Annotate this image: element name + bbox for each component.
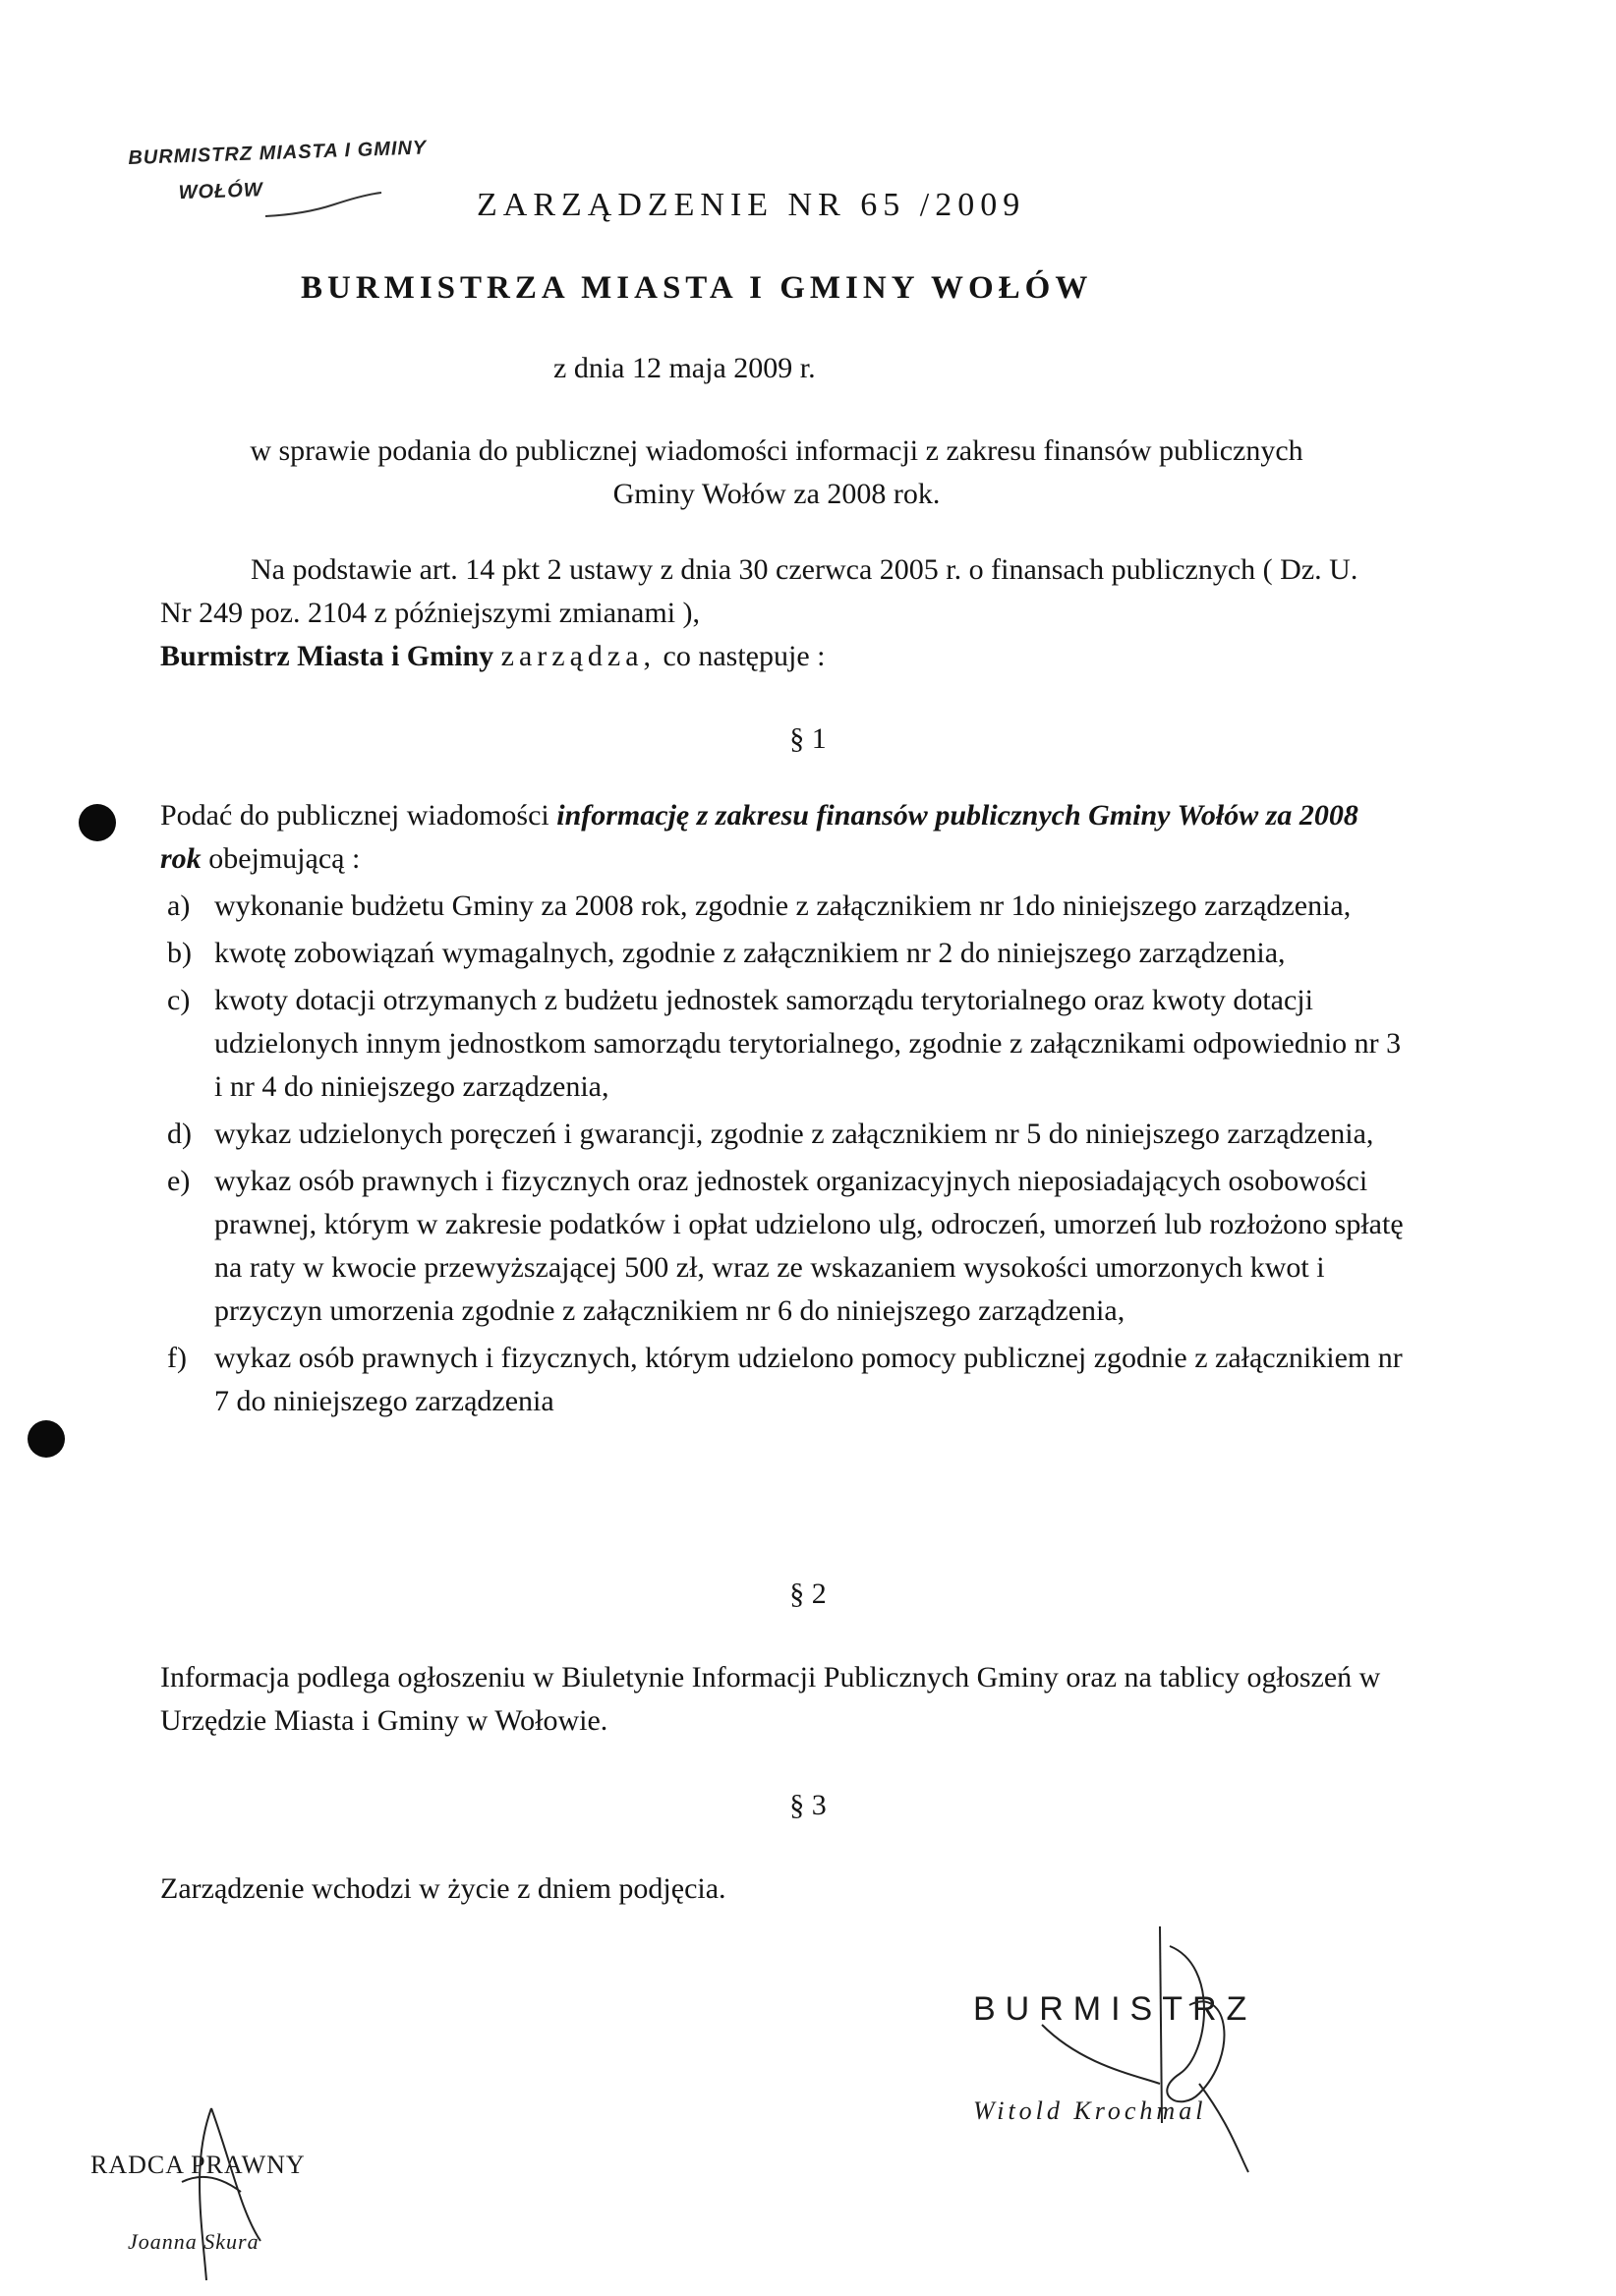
list-item xyxy=(167,885,1406,928)
document-date: z dnia 12 maja 2009 r. xyxy=(553,352,816,384)
legal-basis-verb: zarządza, xyxy=(500,640,657,672)
lawyer-signature-title: RADCA PRAWNY xyxy=(90,2151,306,2179)
section-3-heading: § 3 xyxy=(789,1789,827,1821)
list-item xyxy=(167,1113,1406,1156)
document-title: ZARZĄDZENIE NR 65 /2009 xyxy=(477,187,1026,223)
stamp-underline-icon xyxy=(265,187,383,226)
section-3-text: Zarządzenie wchodzi w życie z dniem podjęcia. xyxy=(160,1872,726,1905)
section-1-intro-pre: Podać do publicznej wiadomości xyxy=(160,799,557,832)
section-1-list xyxy=(167,885,1406,1427)
legal-basis-tail: co następuje : xyxy=(656,640,826,672)
legal-basis-actor: Burmistrz Miasta i Gminy xyxy=(160,640,494,672)
section-2-heading: § 2 xyxy=(789,1578,827,1610)
list-item-text: wykaz osób prawnych i fizycznych, którym udzielono pomocy publicznej zgodnie z załącznikiem nr 7 do niniejszego zarządzenia xyxy=(214,1342,1403,1417)
list-item xyxy=(167,979,1406,1109)
legal-basis-text: Na podstawie art. 14 pkt 2 ustawy z dnia 30 czerwca 2005 r. o finansach publicznych ( Dz. U. Nr 249 poz. 2104 z późniejszymi zmianami ), xyxy=(160,553,1358,629)
section-2-text: Informacja podlega ogłoszeniu w Biuletynie Informacji Publicznych Gminy oraz na tablicy ogłoszeń w Urzędzie Miasta i Gminy w Wołowie. xyxy=(160,1661,1381,1737)
list-item-text: wykaz udzielonych poręczeń i gwarancji, zgodnie z załącznikiem nr 5 do niniejszego zarządzenia, xyxy=(214,1118,1374,1150)
stamp-line-1: BURMISTRZ MIASTA I GMINY xyxy=(128,137,428,169)
mayor-signature-name: Witold Krochmal xyxy=(973,2096,1207,2125)
mayor-handwritten-signature-icon xyxy=(1042,1926,1317,2182)
list-item-text: wykaz osób prawnych i fizycznych oraz jednostek organizacyjnych nieposiadających osobowości prawnej, którym w zakresie podatków i opłat udzielono ulg, odroczeń, umorzeń lub rozłożono spłatę na raty w kwocie przewyższającej 500 zł, wraz ze wskazaniem wysokości umorzonych kwot i przyczyn umorzenia zgodnie z załącznikiem nr 6 do niniejszego zarządzenia, xyxy=(214,1165,1404,1327)
list-item-text: wykonanie budżetu Gminy za 2008 rok, zgodnie z załącznikiem nr 1do niniejszego zarządzenia, xyxy=(214,890,1352,922)
punch-hole-icon xyxy=(28,1420,65,1458)
list-item-marker: f) xyxy=(167,1342,187,1374)
list-item-marker: e) xyxy=(167,1165,191,1197)
list-item-text: kwoty dotacji otrzymanych z budżetu jednostek samorządu terytorialnego oraz kwoty dotacji udzielonych innym jednostkom samorządu terytorialnego, zgodnie z załącznikami odpowiednio nr 3 i nr 4 do niniejszego zarządzenia, xyxy=(214,984,1402,1103)
list-item xyxy=(167,1337,1406,1423)
mayor-signature-title: BURMISTRZ xyxy=(973,1990,1257,2028)
list-item-marker: c) xyxy=(167,984,191,1016)
legal-basis xyxy=(160,548,1389,678)
list-item-marker: a) xyxy=(167,890,191,922)
stamp-line-2: WOŁÓW xyxy=(178,179,264,204)
list-item-marker: b) xyxy=(167,937,192,969)
section-1-heading: § 1 xyxy=(789,722,827,755)
list-item xyxy=(167,1160,1406,1333)
document-subject: w sprawie podania do publicznej wiadomości informacji z zakresu finansów publicznych Gminy Wołów za 2008 rok. xyxy=(250,434,1303,510)
section-1-intro-emphasis: informację z zakresu finansów publicznych Gminy Wołów za 2008 rok xyxy=(160,799,1358,875)
section-1-intro-post: obejmującą : xyxy=(201,842,361,875)
document-issuer: BURMISTRZA MIASTA I GMINY WOŁÓW xyxy=(301,270,1093,306)
section-1-intro xyxy=(160,794,1389,881)
lawyer-signature-name: Joanna Skura xyxy=(128,2229,260,2254)
punch-hole-icon xyxy=(79,804,116,841)
list-item-marker: d) xyxy=(167,1118,192,1150)
list-item-text: kwotę zobowiązań wymagalnych, zgodnie z załącznikiem nr 2 do niniejszego zarządzenia, xyxy=(214,937,1286,969)
lawyer-handwritten-signature-icon xyxy=(162,2103,290,2290)
list-item xyxy=(167,932,1406,975)
